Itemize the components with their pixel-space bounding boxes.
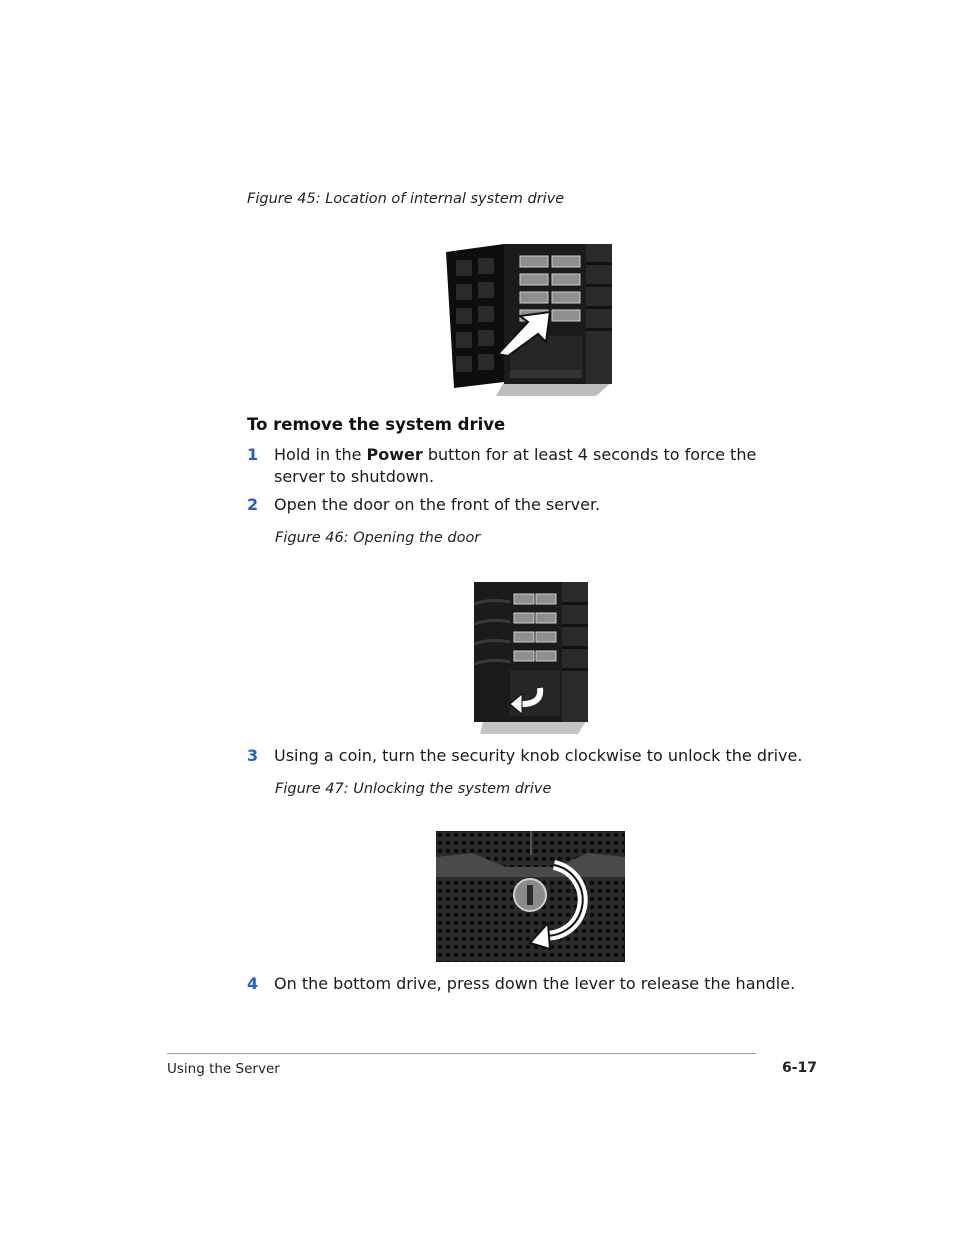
figure-45-caption: Figure 45: Location of internal system drive: [247, 191, 565, 207]
step-text: Hold in the: [274, 445, 367, 464]
step-text: button for at least 4 seconds to force the server to shutdown.: [274, 445, 757, 486]
procedure-heading: To remove the system drive: [247, 415, 506, 434]
power-button-label: Power: [366, 445, 423, 464]
step-number: 3: [247, 746, 259, 765]
step-2: [247, 494, 807, 516]
step-text: Using a coin, turn the security knob clockwise to unlock the drive.: [274, 746, 803, 765]
step-number: 2: [247, 495, 259, 514]
server-open-door-figure: [446, 242, 616, 398]
step-3: [247, 745, 807, 767]
step-4: [247, 973, 807, 995]
step-number: 4: [247, 974, 259, 993]
figure-47-caption: Figure 47: Unlocking the system drive: [275, 781, 552, 797]
security-knob-figure: [436, 831, 625, 962]
step-1: [247, 444, 807, 488]
step-number: 1: [247, 445, 259, 464]
footer-rule: [167, 1053, 756, 1054]
figure-46-caption: Figure 46: Opening the door: [275, 530, 481, 546]
step-text: Open the door on the front of the server.: [274, 495, 601, 514]
footer-section-title: Using the Server: [167, 1061, 280, 1077]
server-door-figure: [470, 580, 592, 736]
step-text: On the bottom drive, press down the lever to release the handle.: [274, 974, 796, 993]
page-number: 6-17: [782, 1060, 818, 1076]
